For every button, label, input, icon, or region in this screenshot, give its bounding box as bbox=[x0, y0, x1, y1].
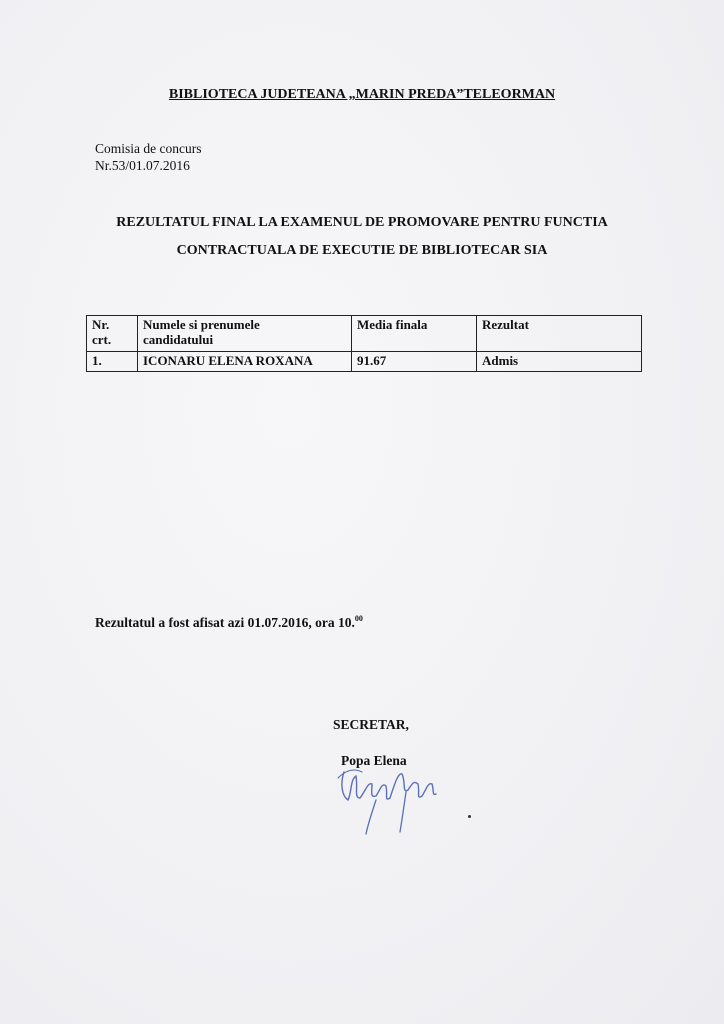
header-grade: Media finala bbox=[352, 316, 477, 352]
reference-number: Nr.53/01.07.2016 bbox=[95, 158, 190, 173]
header-result: Rezultat bbox=[477, 316, 642, 352]
posted-minutes: 00 bbox=[354, 613, 363, 623]
posted-text: Rezultatul a fost afisat azi 01.07.2016, ora 10. bbox=[95, 615, 355, 630]
header-name bbox=[138, 316, 352, 352]
table-header-row bbox=[87, 316, 642, 352]
handwritten-signature bbox=[336, 762, 448, 836]
commission-label: Comisia de concurs bbox=[95, 141, 202, 156]
results-table bbox=[86, 315, 642, 372]
secretary-label: SECRETAR, bbox=[333, 717, 409, 732]
cell-nr: 1. bbox=[87, 352, 138, 372]
header-nr-line2: crt. bbox=[92, 332, 112, 347]
ink-speck bbox=[468, 815, 471, 818]
document-title-line2: CONTRACTUALA DE EXECUTIE DE BIBLIOTECAR SIA bbox=[176, 243, 548, 258]
posted-notice bbox=[95, 614, 363, 631]
table-row bbox=[87, 352, 642, 372]
header-name-line2: candidatului bbox=[143, 332, 214, 347]
cell-result: Admis bbox=[477, 352, 642, 372]
document-title-line1: REZULTATUL FINAL LA EXAMENUL DE PROMOVARE PENTRU FUNCTIA bbox=[116, 215, 608, 230]
header-nr bbox=[87, 316, 138, 352]
cell-grade: 91.67 bbox=[352, 352, 477, 372]
header-nr-line1: Nr. bbox=[92, 317, 110, 332]
institution-title: BIBLIOTECA JUDETEANA „MARIN PREDA”TELEORMAN bbox=[168, 87, 556, 102]
secretary-name: Popa Elena bbox=[341, 753, 407, 768]
cell-name: ICONARU ELENA ROXANA bbox=[138, 352, 352, 372]
header-name-line1: Numele si prenumele bbox=[143, 317, 260, 332]
